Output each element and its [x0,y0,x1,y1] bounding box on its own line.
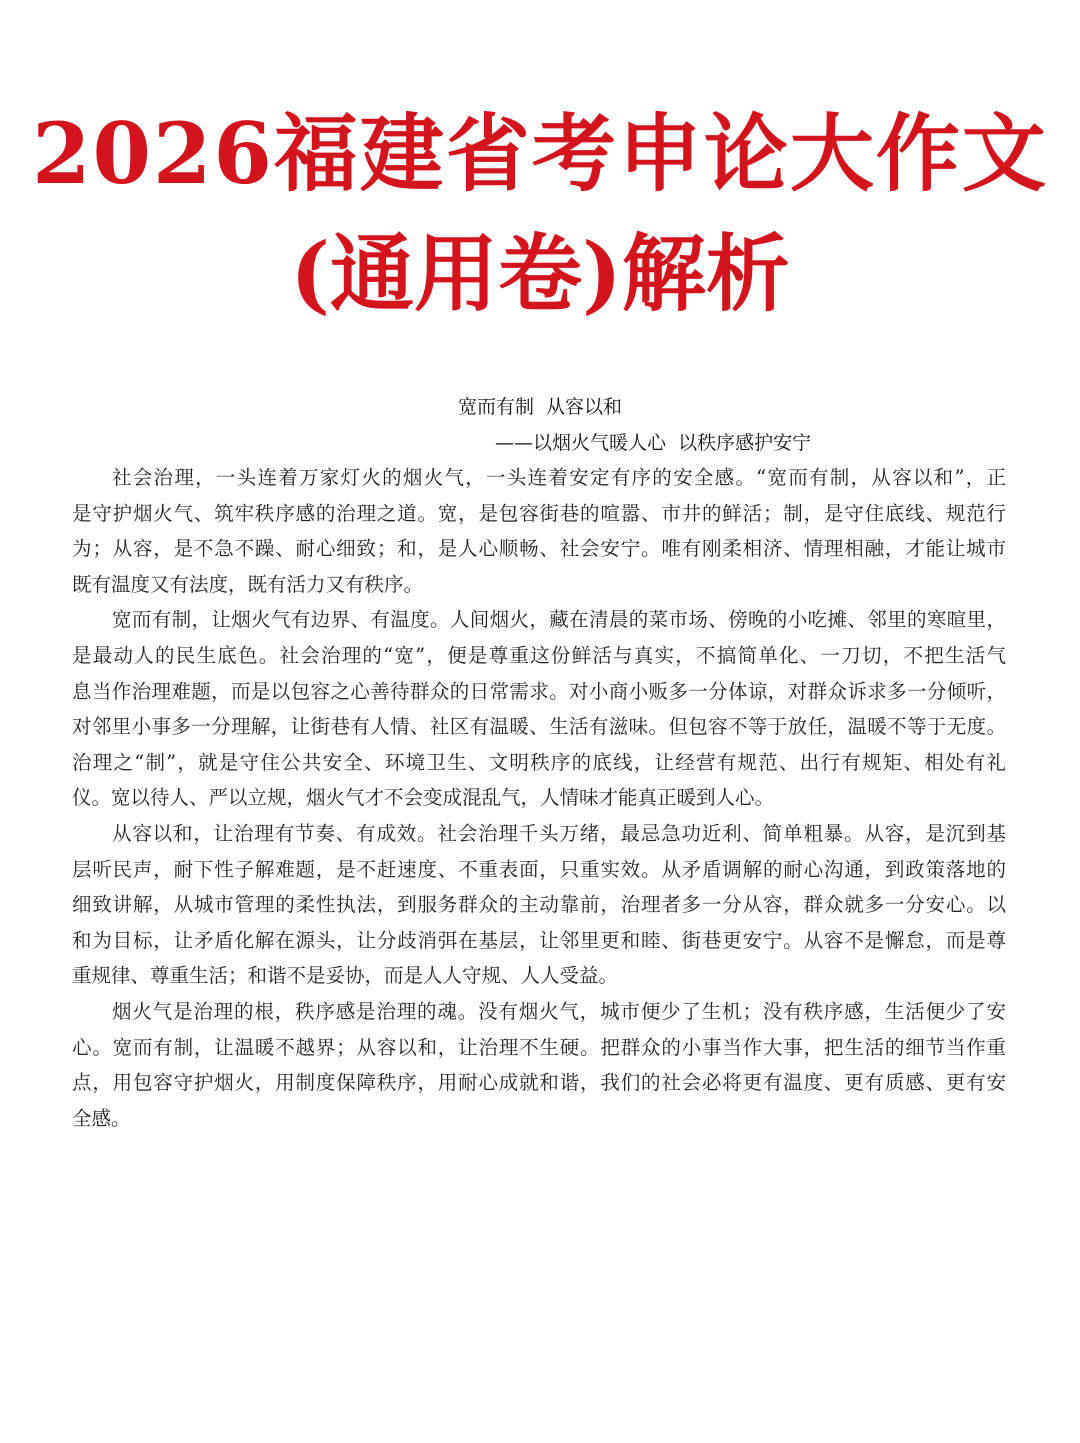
essay-heading: 宽而有制 从容以和 [457,396,623,418]
essay-paragraph [72,602,1006,816]
paragraph-line: 心。宽而有制，让温暖不越界；从容以和，让治理不生硬。把群众的小事当作大事，把生活的细节当作重 [72,1035,1006,1059]
paragraph-line: 从容以和，让治理有节奏、有成效。社会治理千头万绪，最忌急功近利、简单粗暴。从容，是沉到基 [112,821,1006,845]
paragraph-line: 重规律、尊重生活；和谐不是妥协，而是人人守规、人人受益。 [72,964,619,988]
essay-subheading: ——以烟火气暖人心 以秩序感护安宁 [495,432,812,454]
paragraph-line: 治理之“制”，就是守住公共安全、环境卫生、文明秩序的底线，让经营有规范、出行有规矩、相处有礼 [72,750,1006,774]
essay-paragraph [72,460,1006,602]
paragraph-line: 息当作治理难题，而是以包容之心善待群众的日常需求。对小商小贩多一分体谅，对群众诉求多一分倾听， [72,679,1006,703]
paragraph-line: 既有温度又有法度，既有活力又有秩序。 [72,572,424,596]
paragraph-line: 细致讲解，从城市管理的柔性执法，到服务群众的主动靠前，治理者多一分从容，群众就多一分安心。以 [72,893,1006,917]
essay-paragraph [72,816,1006,994]
essay-body [72,460,1006,1136]
paragraph-line: 层听民声，耐下性子解难题，是不赶速度、不重表面，只重实效。从矛盾调解的耐心沟通，到政策落地的 [72,857,1006,881]
paragraph-line: 仪。宽以待人、严以立规，烟火气才不会变成混乱气，人情味才能真正暖到人心。 [72,786,775,810]
paragraph-line: 点，用包容守护烟火，用制度保障秩序，用耐心成就和谐，我们的社会必将更有温度、更有质感、更有安 [72,1071,1006,1095]
paragraph-line: 和为目标，让矛盾化解在源头，让分歧消弭在基层，让邻里更和睦、街巷更安宁。从容不是懈怠，而是尊 [72,928,1006,952]
document-title-line-2: (通用卷)解析 [290,224,790,323]
paragraph-line: 是守护烟火气、筑牢秩序感的治理之道。宽，是包容街巷的喧嚣、市井的鲜活；制，是守住底线、规范行 [72,501,1006,525]
paragraph-line: 宽而有制，让烟火气有边界、有温度。人间烟火，藏在清晨的菜市场、傍晚的小吃摊、邻里的寒暄里， [112,608,1006,632]
document-title-line-1: 2026福建省考申论大作文 [32,104,1048,203]
paragraph-line: 对邻里小事多一分理解，让街巷有人情、社区有温暖、生活有滋味。但包容不等于放任，温暖不等于无度。 [72,715,1006,739]
paragraph-line: 烟火气是治理的根，秩序感是治理的魂。没有烟火气，城市便少了生机；没有秩序感，生活便少了安 [112,999,1006,1023]
paragraph-line: 为；从容，是不急不躁、耐心细致；和，是人心顺畅、社会安宁。唯有刚柔相济、情理相融，才能让城市 [72,537,1006,561]
paragraph-line: 是最动人的民生底色。社会治理的“宽”，便是尊重这份鲜活与真实，不搞简单化、一刀切，不把生活气 [72,643,1006,667]
paragraph-line: 全感。 [72,1106,131,1130]
essay-paragraph [72,994,1006,1136]
paragraph-line: 社会治理，一头连着万家灯火的烟火气，一头连着安定有序的安全感。“宽而有制，从容以和”，正 [112,466,1006,489]
